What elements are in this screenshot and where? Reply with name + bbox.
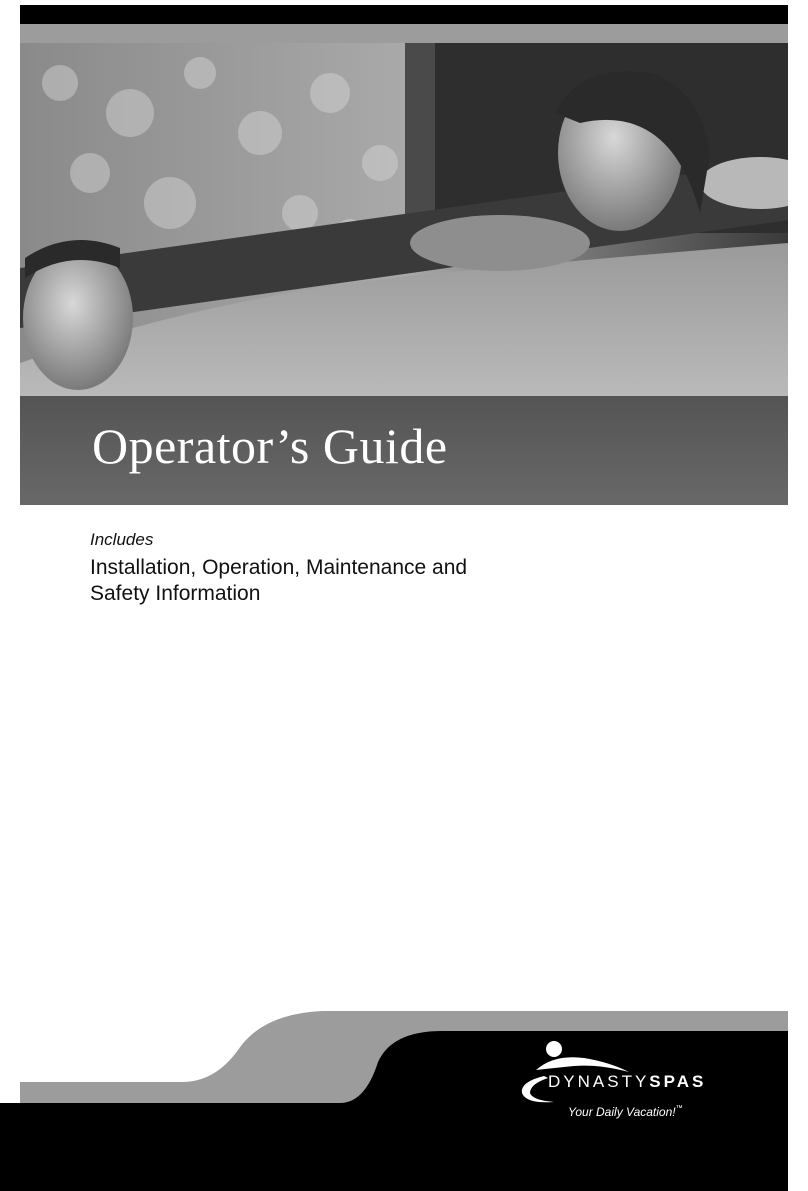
top-black-stripe [20,5,788,24]
logo-brand-bold: SPAS [649,1072,707,1091]
logo-tagline-text: Your Daily Vacation! [568,1105,676,1119]
description-line-1: Installation, Operation, Maintenance and [90,556,468,579]
logo-brand-light: DYNASTY [548,1072,650,1091]
trademark-symbol: ™ [675,1105,683,1112]
includes-label: Includes [90,530,154,549]
description-line-2: Safety Information [90,582,261,606]
guide-title: Operator’s Guide [92,418,448,474]
logo-brand [548,1073,706,1090]
cover-description [90,555,650,608]
hot-tub-photo [20,43,788,505]
top-gray-stripe [20,24,788,43]
dynasty-spas-logo [514,1038,744,1133]
logo-tagline [568,1105,683,1119]
